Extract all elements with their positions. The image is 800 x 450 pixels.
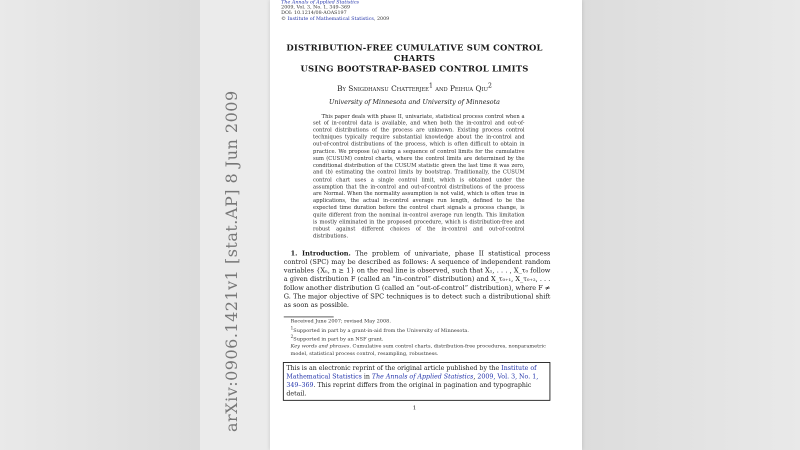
pdf-page: [270, 0, 582, 450]
affiliation: University of Minnesota and University of Minnesota: [329, 97, 500, 106]
copyright-symbol: ©: [281, 16, 286, 22]
reprint-notice-box: [283, 362, 550, 401]
reprint-text-2: in: [361, 372, 372, 381]
author-1: Snigdhansu Chatterjee: [348, 84, 429, 94]
page-number: 1: [412, 404, 417, 412]
journal-name-link[interactable]: The Annals of Applied Statistics: [281, 0, 359, 6]
footnote-1-mark: 1: [290, 326, 294, 331]
copyright-year: , 2009: [373, 16, 390, 22]
footnote-2-text: Supported in part by an NSF grant.: [293, 337, 384, 343]
arxiv-sidebar-stamp: arXiv:0906.1421v1 [stat.AP] 8 Jun 2009: [222, 90, 241, 432]
author-2: Peihua Qiu: [449, 84, 488, 94]
reprint-text-3: ,: [473, 372, 478, 381]
volume-link[interactable]: 2009, Vol. 3, No. 1, 349–369: [286, 372, 539, 389]
intro-text: The problem of univariate, phase II statistical process control (SPC) may be described as follows: A sequence of independent random variables {Xₙ, n ≥ 1} on the real line is observed, such that X₁, . . . , X_τ₀ follow a given distribution F (called an “in-control” distribution) and X_τ₀₊₁, X_τ₀₊₂, . . . follow another distribution G (called an “out-of-control” distribution), where F ≠ G. The major objective of SPC techniques is to detect such a distributional shift as soon as possible.: [283, 249, 551, 310]
journal-doi: DOI: 10.1214/08-AOAS197: [281, 10, 347, 16]
reprint-text-1: This is an electronic reprint of the original article published by the: [286, 363, 502, 372]
paper-authors: [270, 82, 559, 94]
journal-link[interactable]: The Annals of Applied Statistics: [371, 372, 474, 381]
ims-link[interactable]: Institute of Mathematical Statistics: [286, 363, 537, 381]
title-line-2: USING BOOTSTRAP-BASED CONTROL LIMITS: [300, 64, 529, 74]
title-line-1: DISTRIBUTION-FREE CUMULATIVE SUM CONTROL CHARTS: [286, 43, 543, 64]
journal-header: [281, 0, 559, 21]
keywords-label: Key words and phrases.: [290, 344, 351, 350]
author-2-mark: 2: [487, 81, 492, 90]
keywords: [284, 343, 551, 357]
abstract: This paper deals with phase II, univariate, statistical process control when a set of in-control data is available, and when both the in-control and out-of-control distributions of the process are unknown. Existing process control techniques typically require substantial knowledge about the in-control and out-of-control distributions of the process, which is often difficult to obtain in practice. We propose (a) using a sequence of control limits for the cumulative sum (CUSUM) control charts, where the control limits are determined by the conditional distribution of the CUSUM statistic given the last time it was zero, and (b) estimating the control limits by bootstrap. Traditionally, the CUSUM control chart uses a single control limit, which is obtained under the assumption that the in-control and out-of-control distributions of the process are Normal. When the normality assumption is not valid, which is often true in applications, the actual in-control average run length, defined to be the expected time duration before the control chart signals a process change, is quite different from the nominal in-control average run length. This limitation is mostly eliminated in the proposed procedure, which is distribution-free and robust against different choices of the in-control and out-of-control distributions.: [313, 113, 525, 240]
intro-heading: 1. Introduction.: [290, 249, 351, 258]
ims-header-link[interactable]: Institute of Mathematical Statistics: [287, 16, 374, 22]
footnote-1-text: Supported in part by a grant-in-aid from the University of Minnesota.: [293, 328, 469, 334]
footnote-1: [284, 326, 551, 335]
reprint-text-4: . This reprint differs from the original in pagination and typographic detail.: [286, 381, 532, 398]
by-label: By: [337, 84, 349, 94]
footnote-2-mark: 2: [290, 335, 294, 340]
viewer-background-left: [0, 0, 200, 450]
viewer-background-right: [580, 0, 800, 450]
keywords-text: Cumulative sum control charts, distribution-free procedures, nonparametric model, statistical process control, resampling, robustness.: [290, 344, 546, 357]
received-note: Received June 2007; revised May 2008.: [290, 319, 391, 325]
author-1-mark: 1: [428, 81, 433, 90]
paper-title: [282, 44, 547, 75]
footnote-2: [284, 335, 551, 344]
introduction-paragraph: [284, 250, 551, 310]
and-label: and: [432, 84, 450, 94]
journal-copyright: [281, 16, 559, 21]
page-content: [270, 0, 559, 411]
journal-volume: 2009, Vol. 3, No. 1, 349–369: [281, 5, 351, 11]
footnotes: [284, 318, 551, 357]
